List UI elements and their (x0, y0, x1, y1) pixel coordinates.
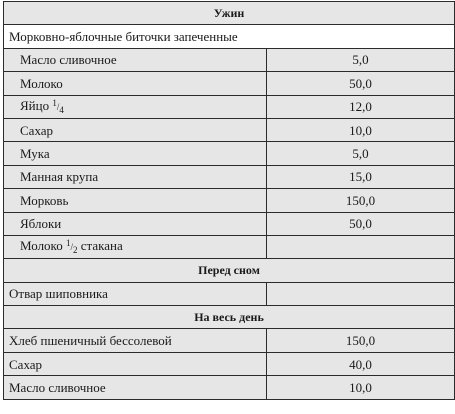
fraction-denominator: 4 (59, 104, 64, 115)
table-row (4, 118, 455, 141)
table-row (4, 189, 455, 212)
table-row (4, 142, 455, 165)
ingredient-amount: 10,0 (267, 118, 455, 141)
ingredient-amount (267, 235, 455, 258)
table-row (4, 48, 455, 71)
table-row (4, 212, 455, 235)
table-row (4, 376, 455, 399)
ingredient-name: Морковь (4, 189, 267, 212)
item-amount: 150,0 (267, 329, 455, 352)
section-header-dinner: Ужин (4, 2, 455, 25)
recipe-title: Морковно-яблочные биточки запеченные (4, 25, 455, 48)
ingredient-name: Молоко (20, 238, 63, 254)
fraction: $^1/_2$ (65, 238, 78, 256)
section-header-daily: На весь день (4, 306, 455, 329)
ingredient-name: Яйцо (20, 97, 50, 113)
ingredient-name: Сахар (4, 118, 267, 141)
ingredient-name: Мука (4, 142, 267, 165)
ingredient-amount: 5,0 (267, 48, 455, 71)
section-header-bedtime: Перед сном (4, 259, 455, 282)
ingredient-amount: 15,0 (267, 165, 455, 188)
ingredient-name: Манная крупа (4, 165, 267, 188)
table-row (4, 352, 455, 375)
ingredient-name-cell (4, 235, 267, 258)
item-amount (267, 282, 455, 305)
table-row (4, 95, 455, 118)
table-row (4, 329, 455, 352)
table-row (4, 72, 455, 95)
ingredient-amount: 50,0 (267, 72, 455, 95)
item-name: Хлеб пшеничный бессолевой (4, 329, 267, 352)
item-name: Сахар (4, 352, 267, 375)
table-row (4, 282, 455, 305)
menu-table (3, 1, 455, 400)
fraction-numerator: 1 (65, 238, 71, 249)
fraction: $^1/_4$ (52, 97, 64, 115)
ingredient-name: Яблоки (4, 212, 267, 235)
section-row-bedtime (4, 259, 455, 282)
table-row (4, 235, 455, 258)
item-name: Отвар шиповника (4, 282, 267, 305)
item-amount: 40,0 (267, 352, 455, 375)
ingredient-amount: 5,0 (267, 142, 455, 165)
recipe-row (4, 25, 455, 48)
section-row-daily (4, 306, 455, 329)
ingredient-amount: 12,0 (267, 95, 455, 118)
ingredient-name: Масло сливочное (4, 48, 267, 71)
ingredient-name: Молоко (4, 72, 267, 95)
fraction-numerator: 1 (52, 97, 57, 108)
item-name: Масло сливочное (4, 376, 267, 399)
fraction-denominator: 2 (72, 245, 78, 256)
ingredient-amount: 150,0 (267, 189, 455, 212)
item-amount: 10,0 (267, 376, 455, 399)
ingredient-amount: 50,0 (267, 212, 455, 235)
ingredient-suffix: стакана (80, 238, 123, 254)
table-row (4, 165, 455, 188)
section-row-dinner (4, 2, 455, 25)
ingredient-name-cell (4, 95, 267, 118)
